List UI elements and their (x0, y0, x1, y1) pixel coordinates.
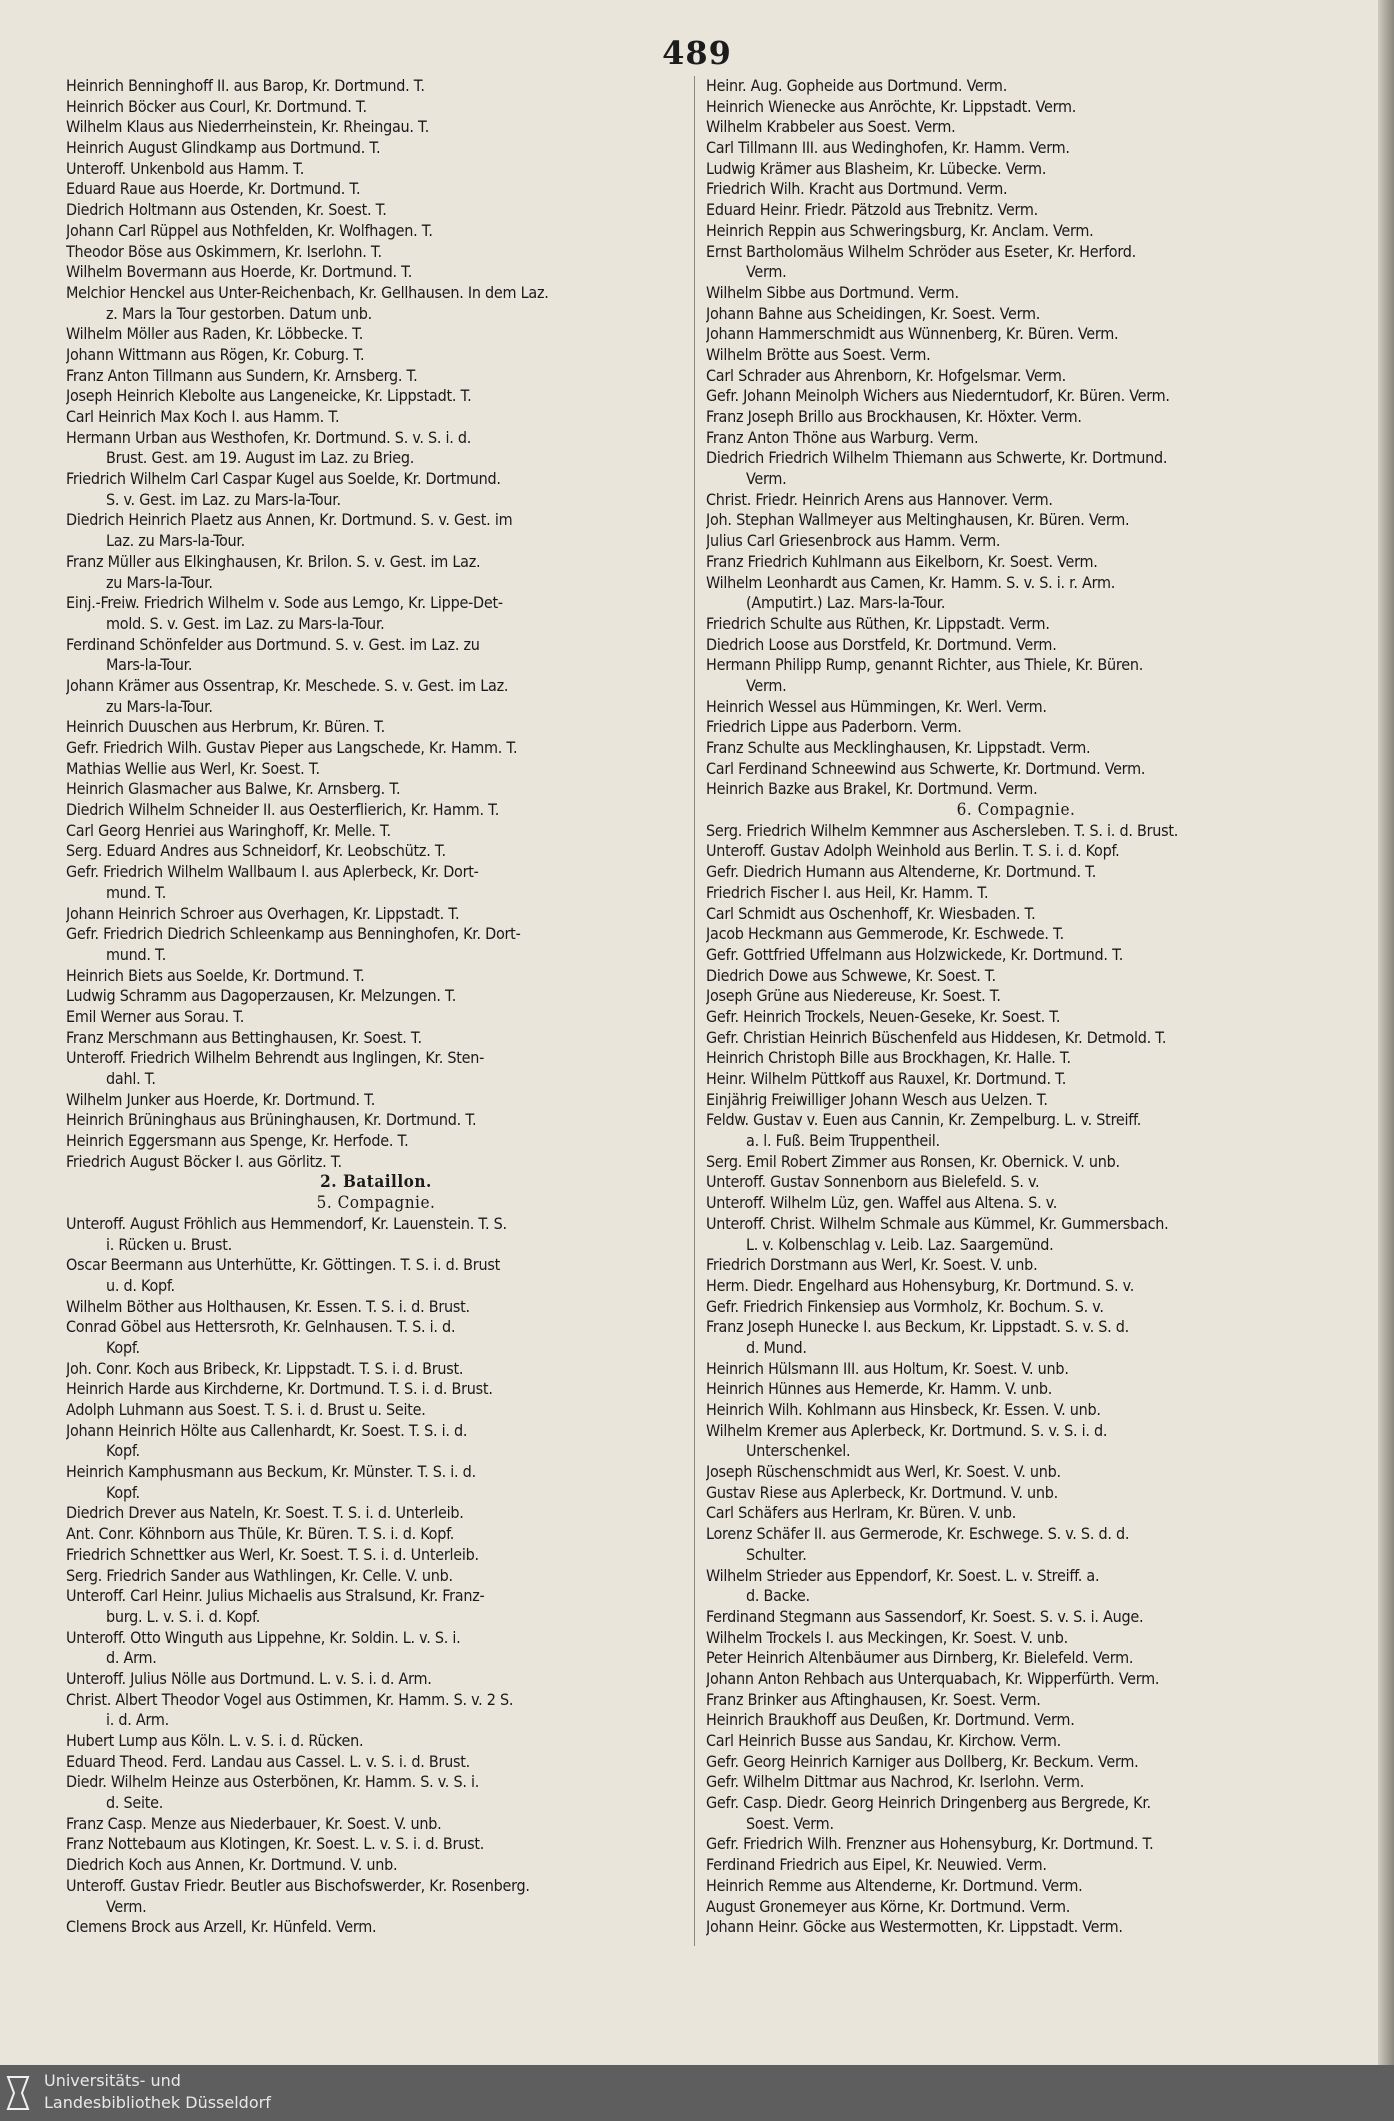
roster-entry: Gefr. Johann Meinolph Wichers aus Niederntudorf, Kr. Büren. Verm. (706, 386, 1170, 406)
roster-entry: Herm. Diedr. Engelhard aus Hohensyburg, Kr. Dortmund. S. v. (706, 1275, 1135, 1295)
entry-continuation: mund. T. (106, 944, 167, 964)
roster-entry: Franz Müller aus Elkinghausen, Kr. Brilon. S. v. Gest. im Laz. (66, 551, 481, 571)
roster-entry: Heinrich Remme aus Altenderne, Kr. Dortmund. Verm. (706, 1875, 1083, 1895)
entry-continuation: z. Mars la Tour gestorben. Datum unb. (106, 303, 372, 323)
roster-entry: Johann Heinrich Hölte aus Callenhardt, Kr. Soest. T. S. i. d. (66, 1420, 468, 1440)
roster-entry: Carl Schmidt aus Oschenhoff, Kr. Wiesbaden. T. (706, 903, 1036, 923)
entry-continuation: Kopf. (106, 1441, 140, 1461)
roster-entry: Emil Werner aus Sorau. T. (66, 1006, 245, 1026)
roster-entry: Wilhelm Böther aus Holthausen, Kr. Essen. T. S. i. d. Brust. (66, 1296, 470, 1316)
roster-entry: Franz Brinker aus Aftinghausen, Kr. Soest. Verm. (706, 1689, 1041, 1709)
roster-entry: Friedrich August Böcker I. aus Görlitz. T. (66, 1151, 342, 1171)
roster-entry: Joh. Conr. Koch aus Bribeck, Kr. Lippstadt. T. S. i. d. Brust. (66, 1358, 464, 1378)
roster-entry: Carl Heinrich Max Koch I. aus Hamm. T. (66, 407, 340, 426)
roster-entry: Diedrich Holtmann aus Ostenden, Kr. Soest. T. (66, 200, 387, 220)
roster-entry: Joseph Grüne aus Niedereuse, Kr. Soest. T. (706, 986, 1001, 1006)
roster-entry: Heinrich Braukhoff aus Deußen, Kr. Dortmund. Verm. (706, 1710, 1075, 1730)
entry-continuation: zu Mars-la-Tour. (106, 572, 213, 592)
roster-entry: Jacob Heckmann aus Gemmerode, Kr. Eschwede. T. (706, 924, 1064, 944)
roster-entry: Theodor Böse aus Oskimmern, Kr. Iserlohn. T. (66, 241, 382, 261)
entry-continuation: d. Seite. (106, 1793, 164, 1813)
roster-entry: Carl Schäfers aus Herlram, Kr. Büren. V. unb. (706, 1503, 1017, 1523)
roster-entry: Gefr. Diedrich Humann aus Altenderne, Kr. Dortmund. T. (706, 862, 1097, 882)
roster-entry: Heinrich Harde aus Kirchderne, Kr. Dortmund. T. S. i. d. Brust. (66, 1379, 493, 1399)
roster-entry: Gefr. Georg Heinrich Karniger aus Dollberg, Kr. Beckum. Verm. (706, 1751, 1139, 1771)
entry-continuation: mold. S. v. Gest. im Laz. zu Mars-la-Tour. (106, 613, 385, 633)
roster-entry: Friedrich Fischer I. aus Heil, Kr. Hamm. T. (706, 882, 989, 902)
entry-continuation: d. Arm. (106, 1648, 157, 1668)
roster-entry: Johann Bahne aus Scheidingen, Kr. Soest. Verm. (706, 303, 1041, 323)
entry-continuation: u. d. Kopf. (106, 1275, 175, 1295)
roster-entry: Christ. Friedr. Heinrich Arens aus Hannover. Verm. (706, 489, 1053, 509)
entry-continuation: burg. L. v. S. i. d. Kopf. (106, 1606, 261, 1626)
roster-entry: Gefr. Heinrich Trockels, Neuen-Geseke, Kr. Soest. T. (706, 1006, 1061, 1026)
roster-entry: Unteroff. Julius Nölle aus Dortmund. L. v. S. i. d. Arm. (66, 1668, 432, 1688)
left-column (66, 76, 686, 1938)
roster-entry: Friedrich Schnettker aus Werl, Kr. Soest. T. S. i. d. Unterleib. (66, 1544, 479, 1564)
roster-entry: Adolph Luhmann aus Soest. T. S. i. d. Brust u. Seite. (66, 1400, 426, 1419)
entry-continuation: mund. T. (106, 882, 167, 902)
roster-entry: Joseph Rüschenschmidt aus Werl, Kr. Soest. V. unb. (706, 1462, 1061, 1482)
entry-continuation: S. v. Gest. im Laz. zu Mars-la-Tour. (106, 489, 341, 509)
roster-entry: Eduard Raue aus Hoerde, Kr. Dortmund. T. (66, 179, 361, 199)
roster-entry: Gefr. Friedrich Wilhelm Wallbaum I. aus Aplerbeck, Kr. Dort- (66, 862, 479, 882)
roster-entry: Eduard Heinr. Friedr. Pätzold aus Trebnitz. Verm. (706, 200, 1038, 220)
entry-continuation: Mars-la-Tour. (106, 655, 193, 675)
roster-entry: Franz Anton Tillmann aus Sundern, Kr. Arnsberg. T. (66, 365, 418, 385)
entry-continuation: d. Backe. (746, 1586, 810, 1606)
roster-entry: Gefr. Friedrich Diedrich Schleenkamp aus Benninghofen, Kr. Dort- (66, 924, 521, 944)
entry-continuation: a. l. Fuß. Beim Truppentheil. (746, 1131, 940, 1151)
roster-entry: Friedrich Lippe aus Paderborn. Verm. (706, 717, 962, 737)
roster-entry: Unteroff. Unkenbold aus Hamm. T. (66, 158, 305, 178)
roster-entry: Clemens Brock aus Arzell, Kr. Hünfeld. Verm. (66, 1917, 377, 1937)
roster-entry: Gefr. Friedrich Finkensiep aus Vormholz, Kr. Bochum. S. v. (706, 1296, 1104, 1316)
roster-entry: Wilhelm Brötte aus Soest. Verm. (706, 344, 931, 364)
roster-entry: Friedrich Schulte aus Rüthen, Kr. Lippstadt. Verm. (706, 613, 1050, 633)
right-column (706, 76, 1326, 1938)
roster-entry: Unteroff. Gustav Adolph Weinhold aus Berlin. T. S. i. d. Kopf. (706, 841, 1120, 861)
roster-entry: Diedrich Dowe aus Schwewe, Kr. Soest. T. (706, 965, 996, 985)
library-name-line-2: Landesbibliothek Düsseldorf (44, 2093, 271, 2112)
roster-entry: Ferdinand Stegmann aus Sassendorf, Kr. Soest. S. v. S. i. Auge. (706, 1606, 1144, 1626)
roster-entry: Wilhelm Junker aus Hoerde, Kr. Dortmund. T. (66, 1089, 376, 1109)
roster-entry: Franz Merschmann aus Bettinghausen, Kr. Soest. T. (66, 1027, 422, 1047)
roster-entry: Gefr. Christian Heinrich Büschenfeld aus Hiddesen, Kr. Detmold. T. (706, 1027, 1167, 1047)
roster-entry: Einjährig Freiwilliger Johann Wesch aus Uelzen. T. (706, 1089, 1048, 1109)
roster-entry: Unteroff. Friedrich Wilhelm Behrendt aus Inglingen, Kr. Sten- (66, 1048, 485, 1068)
roster-entry: Heinrich Brüninghaus aus Brüninghausen, Kr. Dortmund. T. (66, 1110, 477, 1130)
roster-entry: Wilhelm Kremer aus Aplerbeck, Kr. Dortmund. S. v. S. i. d. (706, 1420, 1108, 1440)
roster-entry: Johann Anton Rehbach aus Unterquabach, Kr. Wipperfürth. Verm. (706, 1668, 1160, 1688)
section-heading: 6. Compagnie. (956, 800, 1076, 821)
roster-entry: Hermann Philipp Rump, genannt Richter, aus Thiele, Kr. Büren. (706, 655, 1144, 675)
roster-entry: Johann Heinrich Schroer aus Overhagen, Kr. Lippstadt. T. (66, 903, 460, 923)
roster-entry: Gefr. Wilhelm Dittmar aus Nachrod, Kr. Iserlohn. Verm. (706, 1772, 1085, 1792)
roster-entry: Diedrich Wilhelm Schneider II. aus Oesterflierich, Kr. Hamm. T. (66, 800, 500, 820)
roster-entry: Unteroff. Otto Winguth aus Lippehne, Kr. Soldin. L. v. S. i. (66, 1627, 461, 1647)
roster-entry: Heinrich Wilh. Kohlmann aus Hinsbeck, Kr. Essen. V. unb. (706, 1400, 1101, 1419)
roster-entry: Hubert Lump aus Köln. L. v. S. i. d. Rücken. (66, 1731, 364, 1750)
roster-entry: Serg. Friedrich Wilhelm Kemmner aus Aschersleben. T. S. i. d. Brust. (706, 820, 1179, 840)
roster-entry: Heinrich Christoph Bille aus Brockhagen, Kr. Halle. T. (706, 1048, 1071, 1068)
roster-entry: Franz Friedrich Kuhlmann aus Eikelborn, Kr. Soest. Verm. (706, 551, 1098, 571)
roster-entry: Heinr. Wilhelm Püttkoff aus Rauxel, Kr. Dortmund. T. (706, 1069, 1067, 1088)
roster-entry: Unteroff. Wilhelm Lüz, gen. Waffel aus Altena. S. v. (706, 1193, 1058, 1213)
entry-continuation: Kopf. (106, 1337, 140, 1357)
roster-entry: Mathias Wellie aus Werl, Kr. Soest. T. (66, 758, 320, 778)
roster-entry: Gefr. Casp. Diedr. Georg Heinrich Dringenberg aus Bergrede, Kr. (706, 1793, 1151, 1813)
column-divider (694, 76, 695, 1946)
roster-entry: Heinrich Reppin aus Schweringsburg, Kr. Anclam. Verm. (706, 220, 1094, 240)
roster-entry: Wilhelm Klaus aus Niederrheinstein, Kr. Rheingau. T. (66, 117, 430, 137)
roster-entry: Heinrich August Glindkamp aus Dortmund. T. (66, 138, 381, 158)
entry-continuation: Verm. (746, 262, 787, 282)
roster-entry: Heinrich Glasmacher aus Balwe, Kr. Arnsberg. T. (66, 779, 401, 799)
roster-entry: Heinrich Bazke aus Brakel, Kr. Dortmund. Verm. (706, 779, 1038, 799)
roster-entry: Diedrich Koch aus Annen, Kr. Dortmund. V. unb. (66, 1855, 398, 1875)
roster-entry: Franz Joseph Brillo aus Brockhausen, Kr. Höxter. Verm. (706, 407, 1082, 426)
roster-entry: Carl Schrader aus Ahrenborn, Kr. Hofgelsmar. Verm. (706, 365, 1066, 385)
entry-continuation: Verm. (746, 675, 787, 695)
entry-continuation: Brust. Gest. am 19. August im Laz. zu Brieg. (106, 448, 415, 468)
roster-entry: Diedrich Friedrich Wilhelm Thiemann aus Schwerte, Kr. Dortmund. (706, 448, 1168, 468)
roster-entry: Heinrich Hünnes aus Hemerde, Kr. Hamm. V. unb. (706, 1379, 1053, 1399)
entry-continuation: Verm. (746, 469, 787, 489)
roster-entry: Einj.-Freiw. Friedrich Wilhelm v. Sode aus Lemgo, Kr. Lippe-Det- (66, 593, 503, 613)
battalion-heading: 2. Bataillon. (320, 1172, 432, 1193)
roster-entry: Ernst Bartholomäus Wilhelm Schröder aus Eseter, Kr. Herford. (706, 241, 1136, 261)
roster-entry: Melchior Henckel aus Unter-Reichenbach, Kr. Gellhausen. In dem Laz. (66, 282, 549, 302)
roster-entry: Julius Carl Griesenbrock aus Hamm. Verm. (706, 531, 1001, 551)
entry-continuation: Laz. zu Mars-la-Tour. (106, 531, 245, 551)
roster-entry: Serg. Eduard Andres aus Schneidorf, Kr. Leobschütz. T. (66, 841, 446, 861)
roster-entry: Unteroff. August Fröhlich aus Hemmendorf, Kr. Lauenstein. T. S. (66, 1213, 507, 1233)
roster-entry: Wilhelm Bovermann aus Hoerde, Kr. Dortmund. T. (66, 262, 413, 282)
roster-entry: August Gronemeyer aus Körne, Kr. Dortmund. Verm. (706, 1896, 1071, 1916)
page-number: 489 (662, 34, 732, 72)
entry-continuation: Verm. (106, 1896, 147, 1916)
roster-entry: Heinrich Eggersmann aus Spenge, Kr. Herfode. T. (66, 1131, 409, 1151)
roster-entry: Wilhelm Strieder aus Eppendorf, Kr. Soest. L. v. Streiff. a. (706, 1565, 1100, 1585)
section-heading: 5. Compagnie. (316, 1193, 436, 1214)
roster-entry: Christ. Albert Theodor Vogel aus Ostimmen, Kr. Hamm. S. v. 2 S. (66, 1689, 514, 1709)
roster-entry: Hermann Urban aus Westhofen, Kr. Dortmund. S. v. S. i. d. (66, 427, 472, 447)
roster-entry: Wilhelm Krabbeler aus Soest. Verm. (706, 117, 956, 137)
roster-entry: Diedrich Heinrich Plaetz aus Annen, Kr. Dortmund. S. v. Gest. im (66, 510, 513, 530)
roster-entry: Diedrich Drever aus Nateln, Kr. Soest. T. S. i. d. Unterleib. (66, 1503, 464, 1523)
roster-entry: Friedrich Wilh. Kracht aus Dortmund. Verm. (706, 179, 1008, 199)
scan-edge (1378, 0, 1394, 2121)
entry-continuation: i. Rücken u. Brust. (106, 1234, 232, 1254)
roster-entry: Joseph Heinrich Klebolte aus Langeneicke, Kr. Lippstadt. T. (66, 386, 472, 406)
roster-entry: Lorenz Schäfer II. aus Germerode, Kr. Eschwege. S. v. S. d. d. (706, 1524, 1130, 1544)
roster-entry: Franz Schulte aus Mecklinghausen, Kr. Lippstadt. Verm. (706, 738, 1091, 757)
roster-entry: Diedrich Loose aus Dorstfeld, Kr. Dortmund. Verm. (706, 634, 1057, 654)
roster-entry: Gustav Riese aus Aplerbeck, Kr. Dortmund. V. unb. (706, 1482, 1058, 1502)
roster-entry: Friedrich Wilhelm Carl Caspar Kugel aus Soelde, Kr. Dortmund. (66, 469, 501, 489)
roster-entry: Unteroff. Gustav Sonnenborn aus Bielefeld. S. v. (706, 1172, 1040, 1192)
roster-entry: Serg. Friedrich Sander aus Wathlingen, Kr. Celle. V. unb. (66, 1565, 453, 1585)
roster-entry: Franz Nottebaum aus Klotingen, Kr. Soest. L. v. S. i. d. Brust. (66, 1834, 485, 1854)
roster-entry: Wilhelm Trockels I. aus Meckingen, Kr. Soest. V. unb. (706, 1627, 1068, 1647)
entry-continuation: i. d. Arm. (106, 1710, 169, 1730)
roster-entry: Diedr. Wilhelm Heinze aus Osterbönen, Kr. Hamm. S. v. S. i. (66, 1772, 480, 1792)
roster-entry: Johann Wittmann aus Rögen, Kr. Coburg. T. (66, 344, 365, 364)
roster-entry: Franz Casp. Menze aus Niederbauer, Kr. Soest. V. unb. (66, 1813, 442, 1833)
library-name-line-1: Universitäts- und (44, 2071, 181, 2090)
roster-entry: Johann Hammerschmidt aus Wünnenberg, Kr. Büren. Verm. (706, 324, 1119, 344)
roster-entry: Heinrich Wessel aus Hümmingen, Kr. Werl. Verm. (706, 696, 1047, 716)
roster-entry: Wilhelm Möller aus Raden, Kr. Löbbecke. T. (66, 324, 364, 344)
entry-continuation: Unterschenkel. (746, 1441, 851, 1461)
entry-continuation: L. v. Kolbenschlag v. Leib. Laz. Saargemünd. (746, 1234, 1054, 1254)
roster-entry: Heinr. Aug. Gopheide aus Dortmund. Verm. (706, 76, 1008, 95)
roster-entry: Wilhelm Sibbe aus Dortmund. Verm. (706, 282, 959, 302)
roster-entry: Feldw. Gustav v. Euen aus Cannin, Kr. Zempelburg. L. v. Streiff. (706, 1110, 1142, 1130)
roster-entry: Johann Carl Rüppel aus Nothfelden, Kr. Wolfhagen. T. (66, 220, 433, 240)
roster-entry: Carl Heinrich Busse aus Sandau, Kr. Kirchow. Verm. (706, 1731, 1061, 1750)
entry-continuation: Schulter. (746, 1544, 807, 1564)
roster-entry: Carl Ferdinand Schneewind aus Schwerte, Kr. Dortmund. Verm. (706, 758, 1146, 778)
roster-entry: Johann Krämer aus Ossentrap, Kr. Meschede. S. v. Gest. im Laz. (66, 675, 509, 695)
roster-entry: Oscar Beermann aus Unterhütte, Kr. Göttingen. T. S. i. d. Brust (66, 1255, 500, 1275)
roster-entry: Heinrich Duuschen aus Herbrum, Kr. Büren. T. (66, 717, 385, 737)
roster-entry: Friedrich Dorstmann aus Werl, Kr. Soest. V. unb. (706, 1255, 1038, 1275)
roster-entry: Ludwig Schramm aus Dagoperzausen, Kr. Melzungen. T. (66, 986, 457, 1006)
roster-entry: Unteroff. Christ. Wilhelm Schmale aus Kümmel, Kr. Gummersbach. (706, 1213, 1169, 1233)
roster-entry: Heinrich Wienecke aus Anröchte, Kr. Lippstadt. Verm. (706, 96, 1077, 116)
roster-entry: Ferdinand Friedrich aus Eipel, Kr. Neuwied. Verm. (706, 1855, 1047, 1875)
entry-continuation: dahl. T. (106, 1069, 156, 1088)
roster-entry: Gefr. Gottfried Uffelmann aus Holzwickede, Kr. Dortmund. T. (706, 944, 1124, 964)
roster-entry: Franz Joseph Hunecke I. aus Beckum, Kr. Lippstadt. S. v. S. d. (706, 1317, 1129, 1337)
roster-entry: Carl Georg Henriei aus Waringhoff, Kr. Melle. T. (66, 820, 391, 840)
roster-entry: Eduard Theod. Ferd. Landau aus Cassel. L. v. S. i. d. Brust. (66, 1751, 470, 1771)
entry-continuation: (Amputirt.) Laz. Mars-la-Tour. (746, 593, 946, 613)
roster-entry: Gefr. Friedrich Wilh. Gustav Pieper aus Langschede, Kr. Hamm. T. (66, 738, 518, 757)
roster-entry: Heinrich Kamphusmann aus Beckum, Kr. Münster. T. S. i. d. (66, 1462, 476, 1482)
roster-entry: Heinrich Böcker aus Courl, Kr. Dortmund. T. (66, 96, 367, 116)
roster-entry: Unteroff. Gustav Friedr. Beutler aus Bischofswerder, Kr. Rosenberg. (66, 1875, 530, 1895)
roster-entry: Joh. Stephan Wallmeyer aus Meltinghausen, Kr. Büren. Verm. (706, 510, 1130, 530)
entry-continuation: zu Mars-la-Tour. (106, 696, 213, 716)
roster-entry: Ant. Conr. Köhnborn aus Thüle, Kr. Büren. T. S. i. d. Kopf. (66, 1524, 455, 1544)
roster-entry: Heinrich Biets aus Soelde, Kr. Dortmund. T. (66, 965, 365, 985)
roster-entry: Peter Heinrich Altenbäumer aus Dirnberg, Kr. Bielefeld. Verm. (706, 1648, 1134, 1668)
roster-entry: Franz Anton Thöne aus Warburg. Verm. (706, 427, 979, 447)
roster-entry: Gefr. Friedrich Wilh. Frenzner aus Hohensyburg, Kr. Dortmund. T. (706, 1834, 1154, 1854)
roster-entry: Serg. Emil Robert Zimmer aus Ronsen, Kr. Obernick. V. unb. (706, 1151, 1120, 1171)
roster-entry: Heinrich Hülsmann III. aus Holtum, Kr. Soest. V. unb. (706, 1358, 1069, 1378)
entry-continuation: d. Mund. (746, 1337, 807, 1357)
roster-entry: Ferdinand Schönfelder aus Dortmund. S. v. Gest. im Laz. zu (66, 634, 480, 654)
roster-entry: Unteroff. Carl Heinr. Julius Michaelis aus Stralsund, Kr. Franz- (66, 1586, 485, 1606)
roster-entry: Johann Heinr. Göcke aus Westermotten, Kr. Lippstadt. Verm. (706, 1917, 1123, 1937)
roster-entry: Ludwig Krämer aus Blasheim, Kr. Lübecke. Verm. (706, 158, 1047, 178)
roster-entry: Heinrich Benninghoff II. aus Barop, Kr. Dortmund. T. (66, 76, 425, 95)
entry-continuation: Soest. Verm. (746, 1813, 834, 1833)
ulb-logo-icon (6, 2073, 30, 2113)
roster-entry: Carl Tillmann III. aus Wedinghofen, Kr. Hamm. Verm. (706, 138, 1070, 158)
library-footer (0, 2065, 1394, 2121)
entry-continuation: Kopf. (106, 1482, 140, 1502)
roster-entry: Wilhelm Leonhardt aus Camen, Kr. Hamm. S. v. S. i. r. Arm. (706, 572, 1116, 592)
roster-entry: Conrad Göbel aus Hettersroth, Kr. Gelnhausen. T. S. i. d. (66, 1317, 456, 1337)
